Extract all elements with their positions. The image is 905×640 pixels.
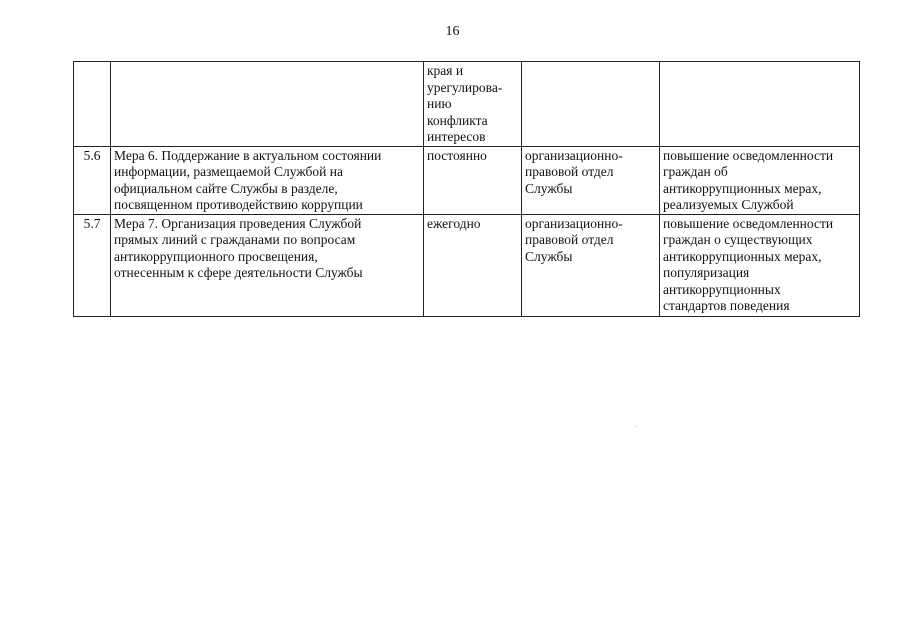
result-text xyxy=(663,216,856,315)
cell-line: антикоррупционного просвещения, xyxy=(114,248,318,264)
cell-line: ежегодно xyxy=(427,215,481,231)
cell-line: отнесенным к сфере деятельности Службы xyxy=(114,265,363,280)
cell-line: прямых линий с гражданами по вопросам xyxy=(114,232,356,247)
cell-line: Мера 7. Организация проведения Службой xyxy=(114,215,362,231)
table-row xyxy=(74,146,860,214)
cell-line: реализуемых Службой xyxy=(663,197,794,212)
cell-line: урегулирова- xyxy=(427,79,503,95)
deadline-cell xyxy=(424,214,522,316)
cell-line: граждан о существующих xyxy=(663,232,813,247)
cell-line: повышение осведомленности xyxy=(663,147,834,163)
cell-line: края и xyxy=(427,63,464,78)
measure-text xyxy=(114,216,420,282)
row-number-cell: 5.7 xyxy=(74,214,111,316)
cell-line: информации, размещаемой Службой на xyxy=(114,164,343,179)
deadline-cell xyxy=(424,146,522,214)
cell-line: граждан об xyxy=(663,164,728,179)
cell-line: правовой отдел xyxy=(525,164,614,179)
result-cell xyxy=(660,146,860,214)
page-number: 16 xyxy=(445,24,460,39)
cell-line: стандартов поведения xyxy=(663,298,790,313)
measure-cell xyxy=(111,62,424,147)
cell-line: Мера 6. Поддержание в актуальном состоянии xyxy=(114,147,382,163)
responsible-cell xyxy=(522,146,660,214)
cell-line: нию xyxy=(427,96,452,111)
table-row xyxy=(74,62,860,147)
deadline-text xyxy=(427,63,518,146)
measures-table xyxy=(73,61,860,317)
deadline-text xyxy=(427,216,518,233)
deadline-cell xyxy=(424,62,522,147)
cell-line: Службы xyxy=(525,180,573,196)
cell-line: антикоррупционных мерах, xyxy=(663,248,822,264)
result-cell xyxy=(660,214,860,316)
measure-text xyxy=(114,148,420,214)
deadline-text xyxy=(427,148,518,165)
responsible-text xyxy=(525,148,656,198)
cell-line: антикоррупционных xyxy=(663,281,781,297)
cell-line: популяризация xyxy=(663,265,750,280)
scan-speck xyxy=(636,426,637,427)
cell-line: организационно- xyxy=(525,147,623,163)
cell-line: официальном сайте Службы в разделе, xyxy=(114,180,338,196)
result-cell xyxy=(660,62,860,147)
responsible-cell xyxy=(522,62,660,147)
cell-line: антикоррупционных мерах, xyxy=(663,180,822,196)
responsible-cell xyxy=(522,214,660,316)
responsible-text xyxy=(525,216,656,266)
row-number-cell: 5.6 xyxy=(74,146,111,214)
cell-line: повышение осведомленности xyxy=(663,215,834,231)
cell-line: организационно- xyxy=(525,215,623,231)
row-number-cell xyxy=(74,62,111,147)
cell-line: Службы xyxy=(525,248,573,264)
cell-line: интересов xyxy=(427,129,486,144)
measure-cell xyxy=(111,214,424,316)
measure-cell xyxy=(111,146,424,214)
cell-line: постоянно xyxy=(427,147,487,163)
cell-line: правовой отдел xyxy=(525,232,614,247)
cell-line: посвященном противодействию коррупции xyxy=(114,197,363,212)
cell-line: конфликта xyxy=(427,112,488,128)
table-row xyxy=(74,214,860,316)
result-text xyxy=(663,148,856,214)
